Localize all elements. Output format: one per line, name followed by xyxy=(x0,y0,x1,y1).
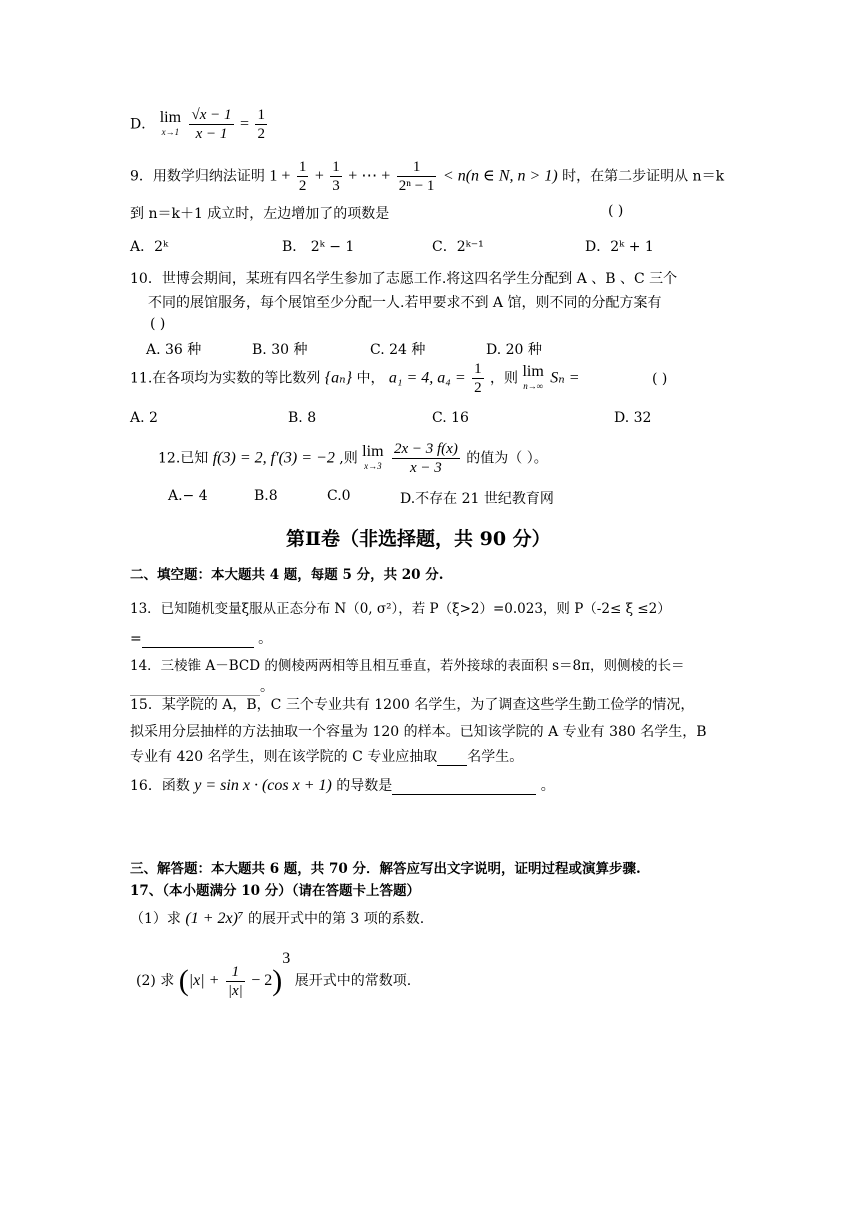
q10-option-c: C. 24 种 xyxy=(370,342,426,358)
limit-symbol: lim n→∞ xyxy=(522,362,544,391)
fraction: $\frac{2x - 3 f(x)}{x - 3}$ xyxy=(393,441,458,476)
question-10-line-2: 不同的展馆服务，每个展馆至少分配一人.若甲要求不到 A 馆，则不同的分配方案有 xyxy=(148,295,662,311)
answer-paren: ( ) xyxy=(608,203,624,219)
q10-option-a: A. 36 种 xyxy=(146,342,202,358)
question-15-line-2: 拟采用分层抽样的方法抽取一个容量为 120 的样本。已知该学院的 A 专业有 380 名学生，B xyxy=(130,724,707,740)
question-15-line-1: 15．某学院的 A，B，C 三个专业共有 1200 名学生，为了调查这些学生勤工俭学的情况， xyxy=(130,697,695,713)
fill-section-header: 二、填空题：本大题共 4 题，每题 5 分，共 20 分. xyxy=(130,567,444,583)
q12-option-b: B.8 xyxy=(254,488,278,504)
question-11-line: 11.在各项均为实数的等比数列 {aₙ} 中， a₁ = 4, a₄ = $\frac{1}{2}$ ，则 lim n→∞ Sₙ = xyxy=(130,361,580,396)
question-12-line: 12.已知 f(3) = 2, f′(3) = −2 ,则 lim x→3 $\frac{2x - 3 f(x)}{x - 3}$ 的值为（ ）。 xyxy=(158,441,548,476)
answer-blank[interactable] xyxy=(392,778,536,795)
q8-option-d: D． lim x→1 $\frac{√x - 1}{x - 1}$ = $\frac{1}{2}$ xyxy=(130,107,265,142)
q11-option-a: A. 2 xyxy=(130,410,158,426)
limit-symbol: lim x→1 xyxy=(159,108,182,137)
q9-option-b: B． 2ᵏ − 1 xyxy=(282,239,355,255)
question-16-line: 16．函数 y = sin x · (cos x + 1) 的导数是 。 xyxy=(130,777,555,794)
q10-option-b: B. 30 种 xyxy=(252,342,308,358)
q12-option-a: A.− 4 xyxy=(168,488,208,504)
fraction: $\frac{1}{3}$ xyxy=(332,159,340,194)
question-17-part-1: （1）求 (1 + 2x)⁷ 的展开式中的第 3 项的系数. xyxy=(130,910,425,927)
option-label: D． xyxy=(130,116,156,133)
question-14-line-2: 。 xyxy=(130,676,274,696)
answer-blank[interactable] xyxy=(142,631,254,648)
question-10-line-1: 10．世博会期间，某班有四名学生参加了志愿工作.将这四名学生分配到 A 、B 、C 三个 xyxy=(130,271,678,287)
question-17-title: 17、（本小题满分 10 分）（请在答题卡上答题） xyxy=(130,883,420,899)
question-15-line-3: 专业有 420 名学生，则在该学院的 C 专业应抽取 名学生。 xyxy=(130,749,524,765)
question-9-line-1: 9．用数学归纳法证明 1 + $\frac{1}{2}$ + $\frac{1}{3}$ + ⋯ + $\frac{1}{\text{2ⁿ − 1}}$ < n(n ∈ N, n > 1) 时，在第二步证明从 n＝k xyxy=(130,159,725,194)
answer-paren: ( ) xyxy=(150,316,166,332)
q12-option-c: C.0 xyxy=(327,488,351,504)
q9-option-c: C．2ᵏ⁻¹ xyxy=(432,239,484,255)
answer-paren: ( ) xyxy=(652,371,668,387)
q9-option-d: D．2ᵏ + 1 xyxy=(585,239,654,255)
question-13-line-2: = 。 xyxy=(130,631,273,647)
q11-option-d: D. 32 xyxy=(614,410,652,426)
q12-option-d: D.不存在 21 世纪教育网 xyxy=(400,491,554,507)
fraction-half: $\frac{1}{2}$ xyxy=(257,107,265,142)
answer-section-header: 三、解答题：本大题共 6 题，共 70 分．解答应写出文字说明，证明过程或演算步骤. xyxy=(130,861,641,877)
right-paren: ) xyxy=(272,964,283,997)
fraction: $\frac{1}{2}$ xyxy=(298,159,307,194)
answer-blank[interactable] xyxy=(437,749,467,766)
q11-option-b: B. 8 xyxy=(288,410,317,426)
question-9-line-2: 到 n＝k＋1 成立时，左边增加了的项数是 xyxy=(130,206,390,222)
section-2-title: 第Ⅱ卷（非选择题，共 90 分） xyxy=(286,528,551,550)
fraction: $\frac{1}{\text{2ⁿ − 1}}$ xyxy=(398,159,435,194)
limit-symbol: lim x→3 xyxy=(362,442,384,471)
q11-option-c: C. 16 xyxy=(432,410,469,426)
q10-option-d: D. 20 种 xyxy=(486,342,542,358)
question-13-line-1: 13．已知随机变量ξ服从正态分布 N（0, σ²），若 P（ξ>2）=0.023，则 P（-2≤ ξ ≤2） xyxy=(130,601,671,617)
fraction: $\frac{√x - 1}{x - 1}$ xyxy=(191,107,232,142)
question-14-line-1: 14．三棱锥 A－BCD 的侧棱两两相等且相互垂直，若外接球的表面积 s＝8π，则侧棱的长＝ xyxy=(130,658,685,674)
fraction: $\frac{1}{2}$ xyxy=(474,361,482,396)
q9-option-a: A．2ᵏ xyxy=(130,239,169,255)
question-17-part-2: (2) 求 (|x| + $\frac{1}{|x|}$ − 2)$^3$ 展开式中的常数项. xyxy=(136,950,412,999)
left-paren: ( xyxy=(178,964,189,997)
fraction: $\frac{1}{|x|}$ xyxy=(227,963,243,999)
